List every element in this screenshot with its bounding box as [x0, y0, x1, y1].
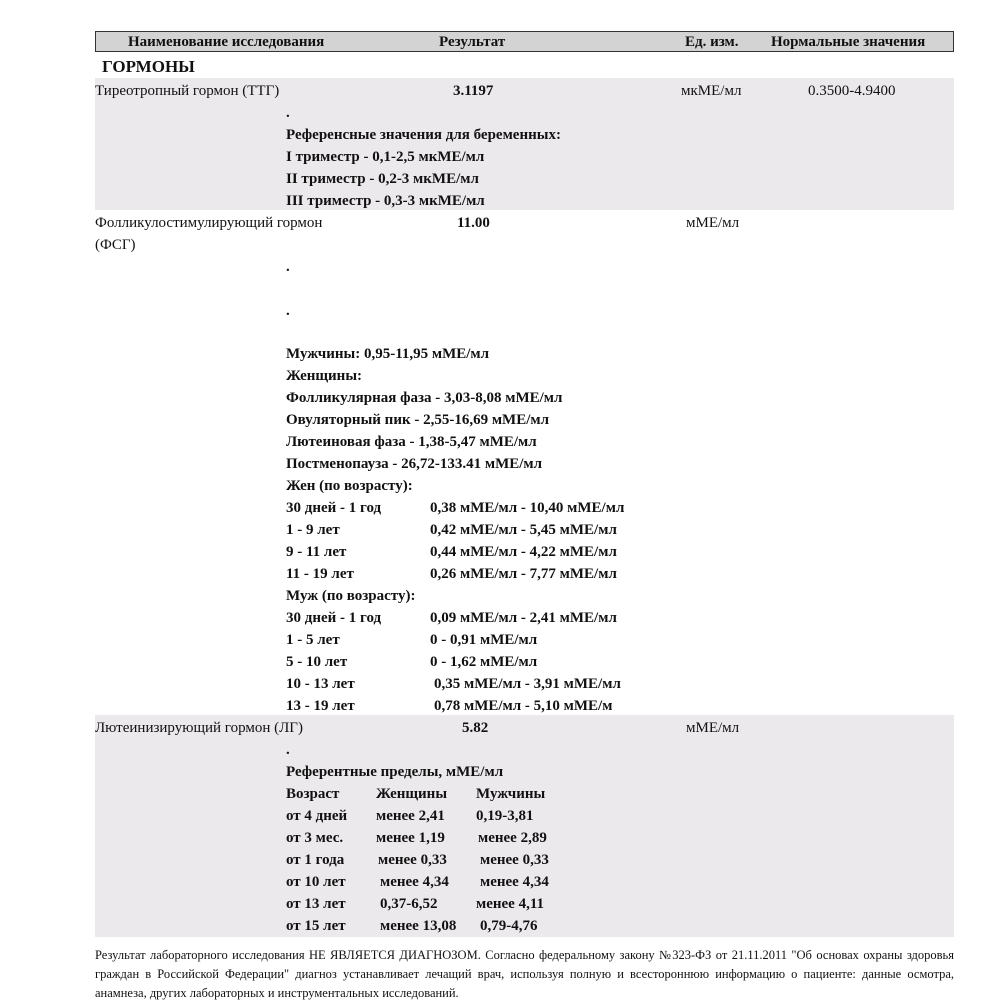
age-range: 0,09 мМЕ/мл - 2,41 мМЕ/мл — [430, 610, 617, 626]
ref-table-row — [286, 893, 545, 915]
ref-line: Постменопауза - 26,72-133.41 мМЕ/мл — [286, 456, 543, 472]
ref-line: Мужчины: 0,95-11,95 мМЕ/мл — [286, 346, 490, 362]
cell-women: менее 0,33 — [378, 852, 447, 868]
cell-women: менее 2,41 — [376, 808, 445, 824]
test-name: Тиреотропный гормон (ТТГ) — [95, 83, 280, 99]
head-men: Мужчины — [476, 786, 546, 802]
test-result: 11.00 — [457, 215, 490, 231]
head-age: Возраст — [286, 786, 340, 802]
ref-table-row — [286, 849, 549, 871]
reference-block — [286, 343, 625, 717]
cell-women: менее 13,08 — [380, 918, 457, 934]
age-range: 0,35 мМЕ/мл - 3,91 мМЕ/мл — [434, 676, 621, 692]
cell-men: менее 4,34 — [480, 874, 549, 890]
test-norm: 0.3500-4.9400 — [808, 83, 896, 99]
ref-table-row — [286, 915, 538, 937]
test-result: 5.82 — [462, 720, 489, 736]
age-range: 0,42 мМЕ/мл - 5,45 мМЕ/мл — [430, 522, 617, 538]
age-label: 30 дней - 1 год — [286, 500, 382, 516]
test-result: 3.1197 — [453, 83, 494, 99]
age-label: 30 дней - 1 год — [286, 610, 382, 626]
header-name: Наименование исследования — [128, 34, 325, 50]
age-row — [286, 519, 617, 541]
age-label: 9 - 11 лет — [286, 544, 347, 560]
ref-line: III триместр - 0,3-3 мкМЕ/мл — [286, 193, 485, 209]
age-range: 0,44 мМЕ/мл - 4,22 мМЕ/мл — [430, 544, 617, 560]
test-name: Лютеинизирующий гормон (ЛГ) — [95, 720, 303, 736]
reference-block — [286, 739, 549, 937]
header-norm: Нормальные значения — [771, 34, 926, 50]
age-range: 0 - 1,62 мМЕ/мл — [430, 654, 538, 670]
age-row — [286, 695, 613, 717]
disclaimer-footer: Результат лабораторного исследования НЕ ЯВЛЯЕТСЯ ДИАГНОЗОМ. Согласно федеральному закону №323-ФЗ от 21.11.2011 "Об основах охраны здоровья граждан в Российской Федерации" диагноз устанавливает лечащий врач, используя полную и всестороннюю информацию о пациенте: данные осмотра, анамнеза, других лабораторных и инструментальных исследований. — [95, 948, 954, 1000]
ref-line: Муж (по возрасту): — [286, 588, 416, 604]
head-women: Женщины — [376, 786, 448, 802]
age-row — [286, 497, 625, 519]
dot-marker: . — [286, 742, 290, 758]
test-row-tsh — [95, 78, 954, 210]
header-result: Результат — [439, 34, 506, 50]
ref-table-row — [286, 805, 534, 827]
cell-men: менее 2,89 — [478, 830, 547, 846]
ref-line: Лютеиновая фаза - 1,38-5,47 мМЕ/мл — [286, 434, 537, 450]
dot-marker: . — [286, 303, 290, 319]
ref-table-row — [286, 827, 547, 849]
ref-line: Жен (по возрасту): — [286, 478, 413, 494]
ref-table-head — [286, 783, 546, 805]
cell-men: 0,19-3,81 — [476, 808, 534, 824]
test-unit: мМЕ/мл — [686, 720, 740, 736]
age-label: 10 - 13 лет — [286, 676, 355, 692]
age-row — [286, 629, 562, 651]
ref-line: I триместр - 0,1-2,5 мкМЕ/мл — [286, 149, 485, 165]
cell-men: менее 4,11 — [476, 896, 545, 912]
ref-line: Фолликулярная фаза - 3,03-8,08 мМЕ/мл — [286, 390, 563, 406]
cell-women: 0,37-6,52 — [380, 896, 438, 912]
section-title: ГОРМОНЫ — [102, 57, 195, 76]
age-label: 1 - 9 лет — [286, 522, 340, 538]
test-unit: мкМЕ/мл — [681, 83, 742, 99]
cell-women: менее 1,19 — [376, 830, 445, 846]
ref-table-row — [286, 871, 549, 893]
cell-age: от 4 дней — [286, 808, 348, 824]
age-row — [286, 651, 562, 673]
ref-line: Референсные значения для беременных: — [286, 127, 561, 143]
cell-age: от 3 мес. — [286, 830, 344, 846]
dot-marker: . — [286, 259, 290, 275]
test-row-lh — [95, 715, 954, 937]
age-label: 5 - 10 лет — [286, 654, 348, 670]
age-range: 0 - 0,91 мМЕ/мл — [430, 632, 538, 648]
ref-line: II триместр - 0,2-3 мкМЕ/мл — [286, 171, 479, 187]
age-label: 13 - 19 лет — [286, 698, 355, 714]
cell-age: от 15 лет — [286, 918, 346, 934]
cell-men: 0,79-4,76 — [480, 918, 538, 934]
ref-line: . — [286, 105, 290, 121]
ref-line: Женщины: — [286, 368, 363, 384]
test-unit: мМЕ/мл — [686, 215, 740, 231]
table-header — [95, 31, 954, 52]
age-range: 0,26 мМЕ/мл - 7,77 мМЕ/мл — [430, 566, 617, 582]
cell-age: от 1 года — [286, 852, 345, 868]
header-unit: Ед. изм. — [685, 34, 739, 50]
age-range: 0,78 мМЕ/мл - 5,10 мМЕ/м — [434, 698, 613, 714]
age-row — [286, 563, 617, 585]
cell-age: от 10 лет — [286, 874, 346, 890]
test-row-fsh — [95, 210, 954, 715]
ref-line: Овуляторный пик - 2,55-16,69 мМЕ/мл — [286, 412, 550, 428]
age-row — [286, 541, 617, 563]
cell-men: менее 0,33 — [480, 852, 549, 868]
cell-women: менее 4,34 — [380, 874, 449, 890]
age-row — [286, 673, 621, 695]
cell-age: от 13 лет — [286, 896, 346, 912]
age-label: 1 - 5 лет — [286, 632, 340, 648]
age-label: 11 - 19 лет — [286, 566, 354, 582]
age-row — [286, 607, 617, 629]
reference-block — [286, 102, 561, 212]
test-name: Фолликулостимулирующий гормон (ФСГ) — [95, 215, 323, 253]
age-range: 0,38 мМЕ/мл - 10,40 мМЕ/мл — [430, 500, 625, 516]
ref-title: Референтные пределы, мМЕ/мл — [286, 764, 504, 780]
